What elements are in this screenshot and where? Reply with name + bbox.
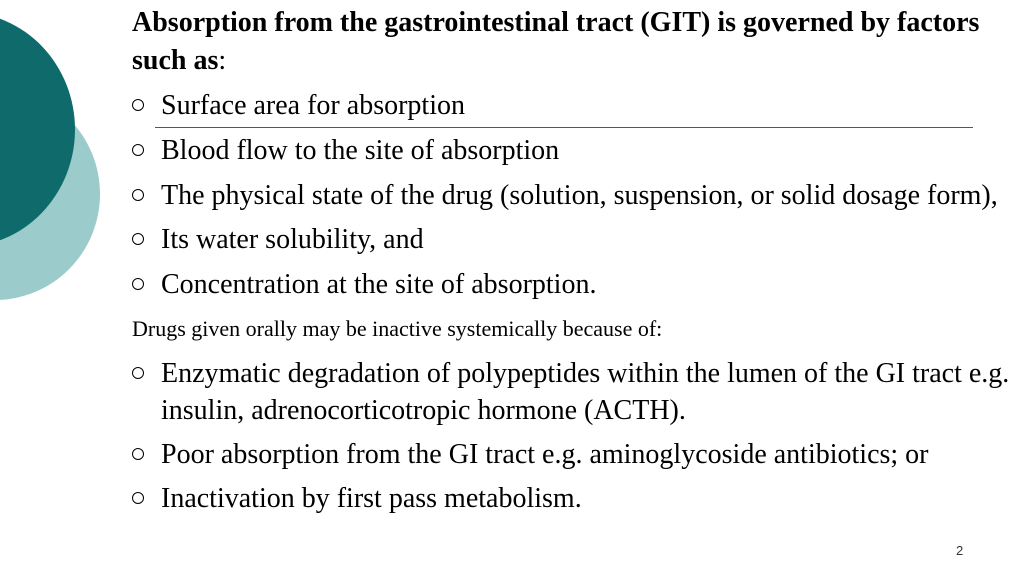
circle-bullet-icon xyxy=(132,448,144,460)
circle-bullet-icon xyxy=(132,278,144,290)
reason-text: Enzymatic degradation of polypeptides within the lumen of the GI tract e.g. insulin, adrenocorticotropic hormone (ACTH). xyxy=(161,358,1010,426)
factor-text: Surface area for absorption xyxy=(161,90,465,121)
slide-content xyxy=(132,4,1012,517)
heading-text: Absorption from the gastrointestinal tract (GIT) is governed by factors such as xyxy=(132,7,980,76)
circle-bullet-icon xyxy=(132,99,144,111)
heading-colon: : xyxy=(218,45,227,76)
factor-text: Concentration at the site of absorption. xyxy=(161,269,597,300)
factor-item xyxy=(132,177,1012,214)
factor-text: Its water solubility, and xyxy=(161,224,424,255)
factor-item xyxy=(132,266,1012,303)
circle-bullet-icon xyxy=(132,144,144,156)
circle-bullet-icon xyxy=(132,233,144,245)
reason-item xyxy=(132,436,1012,473)
circle-bullet-icon xyxy=(132,367,144,379)
factor-item xyxy=(132,221,1012,258)
reason-text: Inactivation by first pass metabolism. xyxy=(161,483,582,514)
circle-bullet-icon xyxy=(132,492,144,504)
subheading: Drugs given orally may be inactive systemically because of: xyxy=(132,316,663,341)
factor-text: The physical state of the drug (solution, suspension, or solid dosage form), xyxy=(161,180,998,211)
factor-item xyxy=(132,132,1012,169)
slide-heading xyxy=(132,4,1012,80)
reason-text: Poor absorption from the GI tract e.g. aminoglycoside antibiotics; or xyxy=(161,439,929,470)
reason-item xyxy=(132,355,1012,429)
circle-bullet-icon xyxy=(132,189,144,201)
reason-item xyxy=(132,480,1012,517)
page-number: 2 xyxy=(956,543,964,558)
factor-text: Blood flow to the site of absorption xyxy=(161,135,560,166)
factor-item xyxy=(132,87,1012,124)
